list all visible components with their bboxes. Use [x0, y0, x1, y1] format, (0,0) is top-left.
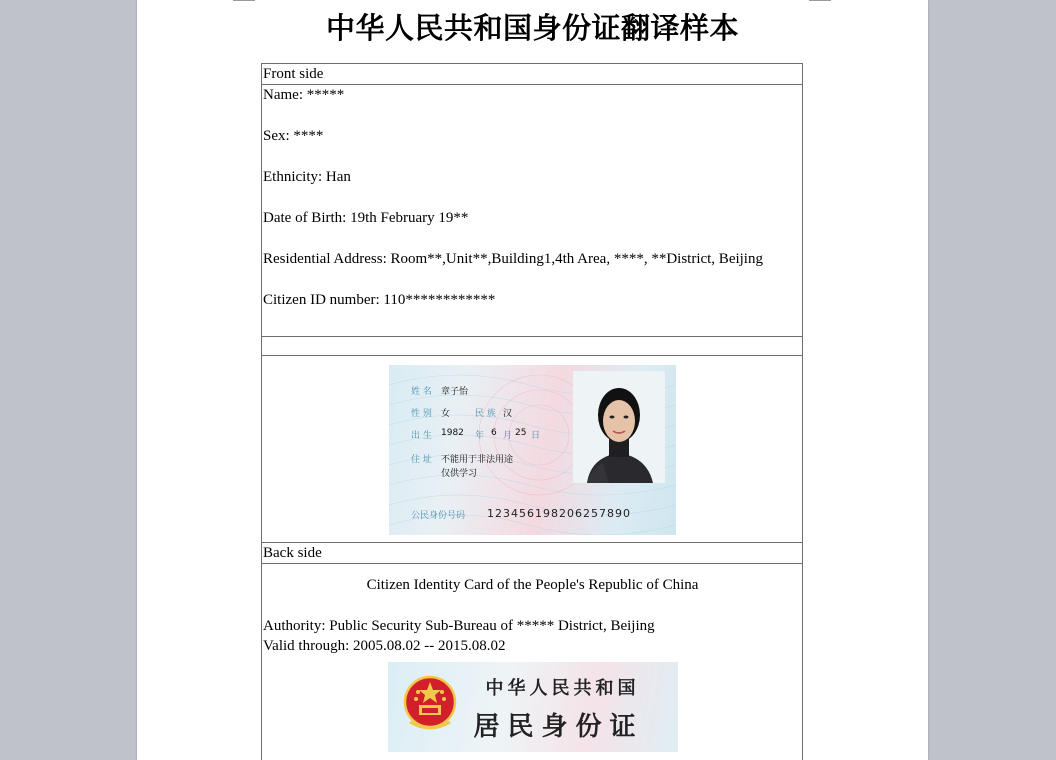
address-line-1: 不能用于非法用途: [441, 455, 514, 465]
valid-through-line: Valid through: 2005.08.02 -- 2015.08.02: [263, 638, 506, 654]
birth-date-line: Date of Birth: 19th February 19**: [263, 210, 469, 226]
margin-corner-mark: [809, 0, 831, 1]
citizen-id-line: Citizen ID number: 110************: [263, 292, 496, 308]
ethnic-label: 民 族: [475, 409, 496, 419]
translation-table: [261, 63, 803, 760]
year-char: 年: [475, 431, 485, 441]
birth-month: 6: [491, 428, 497, 438]
empty-row: [262, 337, 803, 356]
name-value: 章子怡: [441, 387, 469, 397]
portrait-photo: [573, 371, 665, 483]
sex-line: Sex: ****: [263, 128, 324, 144]
id-front-image-cell: [262, 356, 803, 543]
address-line-2: 仅供学习: [441, 469, 478, 479]
id-card-back-image: [388, 662, 678, 752]
desk-background: [0, 0, 137, 760]
id-number-label: 公民身份号码: [411, 511, 466, 521]
national-emblem-icon: [402, 672, 458, 734]
page-title: 中华人民共和国身份证翻译样本: [325, 13, 739, 45]
address-label: 住 址: [411, 455, 432, 465]
day-char: 日: [531, 431, 541, 441]
name-line: Name: *****: [263, 87, 345, 103]
document-page: [137, 0, 928, 760]
id-number-value: 123456198206257890: [487, 507, 631, 520]
name-label: 姓 名: [411, 387, 432, 397]
ethnic-value: 汉: [503, 409, 513, 419]
ethnicity-line: Ethnicity: Han: [263, 169, 351, 185]
card-title-translation: Citizen Identity Card of the People's Republic of China: [366, 577, 699, 593]
back-line-1: 中华人民共和国: [485, 678, 640, 699]
authority-line: Authority: Public Security Sub-Bureau of ***** District, Beijing: [263, 618, 655, 634]
back-side-details: [262, 564, 803, 760]
birth-year: 1982: [441, 428, 464, 438]
sex-value: 女: [441, 409, 451, 419]
front-side-header: Front side: [262, 64, 803, 85]
margin-corner-mark: [233, 0, 255, 1]
month-char: 月: [503, 431, 513, 441]
back-line-2: 居民身份证: [473, 712, 644, 742]
front-side-details: [262, 85, 803, 337]
id-card-front-image: [389, 365, 676, 535]
address-line: Residential Address: Room**,Unit**,Building1,4th Area, ****, **District, Beijing: [263, 251, 763, 267]
back-side-header: Back side: [262, 543, 803, 564]
birth-label: 出 生: [411, 431, 432, 441]
birth-day: 25: [515, 428, 527, 438]
sex-label: 性 别: [411, 409, 432, 419]
